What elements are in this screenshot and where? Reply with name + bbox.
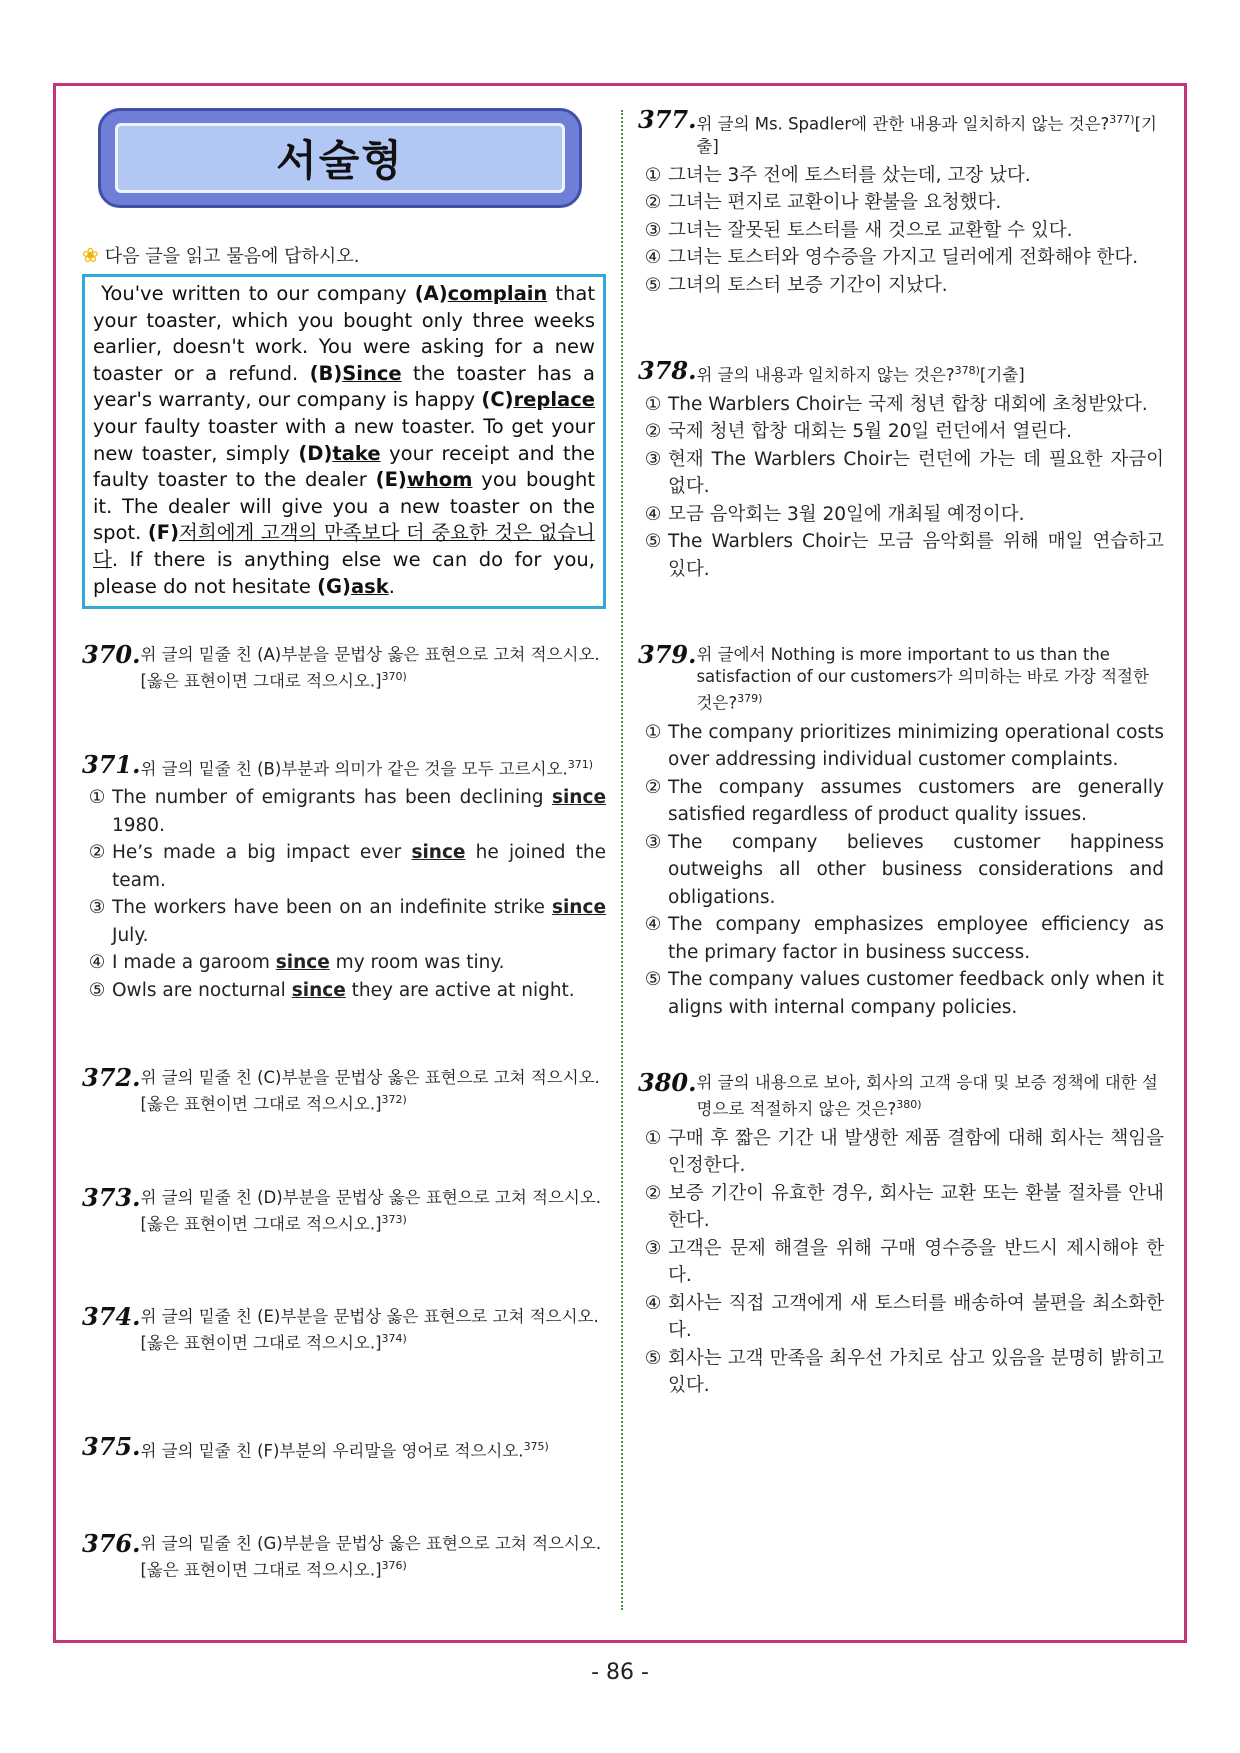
option: ① The number of emigrants has been declining since 1980. [88, 787, 606, 836]
section-banner [98, 108, 582, 208]
question-379: 379. 위 글에서 Nothing is more important to us than the satisfaction of our customers가 의미하는 바로 가장 적절한 것은?$^{379)}$ ① The company prioritizes minimizing operational costs over addressing individual customer complaints. ② The company assumes customers are generally satisfied regardless of product quality issues. ③ The company believes customer happiness outweighs all other business considerations and obligations. ④ The company emphasizes employee efficiency as the primary factor in business success. ⑤ The company values customer feedback only when it aligns with internal company policies. [638, 643, 1164, 1021]
question-374: 374. 위 글의 밑줄 친 (E)부분을 문법상 옳은 표현으로 고쳐 적으시오.[옳은 표현이면 그대로 적으시오.]$^{374)}$ [82, 1302, 599, 1353]
blank-C: replace [513, 388, 595, 412]
blank-G: ask [350, 574, 389, 598]
left-column [82, 108, 606, 1582]
instruction [82, 242, 606, 268]
option: ④ 회사는 직접 고객에게 새 토스터를 배송하여 불편을 최소화한다. [644, 1292, 1164, 1341]
option: ④ The company emphasizes employee efficiency as the primary factor in business success. [644, 914, 1164, 963]
option: ⑤ 회사는 고객 만족을 최우선 가치로 삼고 있음을 분명히 밝히고 있다. [644, 1347, 1164, 1396]
option: ③ 현재 The Warblers Choir는 런던에 가는 데 필요한 자금이 없다. [644, 448, 1164, 497]
option: ③ 그녀는 잘못된 토스터를 새 것으로 교환할 수 있다. [644, 219, 1073, 241]
option: ③ The workers have been on an indefinite strike since July. [88, 897, 606, 946]
option: ① The company prioritizes minimizing operational costs over addressing individual customer complaints. [644, 721, 1164, 770]
option: ③ 고객은 문제 해결을 위해 구매 영수증을 반드시 제시해야 한다. [644, 1237, 1164, 1286]
option: ① 그녀는 3주 전에 토스터를 샀는데, 고장 났다. [644, 164, 1031, 186]
option: ⑤ The Warblers Choir는 모금 음악회를 위해 매일 연습하고 있다. [644, 531, 1164, 580]
blank-E: whom [406, 468, 473, 492]
option: ② 그녀는 편지로 교환이나 환불을 요청했다. [644, 192, 1002, 213]
question-376: 376. 위 글의 밑줄 친 (G)부분을 문법상 옳은 표현으로 고쳐 적으시오. [옳은 표현이면 그대로 적으시오.]$^{376)}$ [82, 1529, 602, 1580]
option: ⑤ The company values customer feedback only when it aligns with internal company policies. [644, 969, 1164, 1018]
option: ② The company assumes customers are generally satisfied regardless of product quality issues. [644, 776, 1164, 825]
instruction-text: 다음 글을 읽고 물음에 답하시오. [104, 246, 360, 267]
option: ② He’s made a big impact ever since he joined the team. [88, 842, 606, 891]
option: ① The Warblers Choir는 국제 청년 합창 대회에 초청받았다. [644, 393, 1148, 415]
option: ③ The company believes customer happiness outweighs all other business considerations and obligations. [644, 831, 1164, 908]
question-377: 377. 위 글의 Ms. Spadler에 관한 내용과 일치하지 않는 것은?$^{377)}$[기출] ① 그녀는 3주 전에 토스터를 샀는데, 고장 났다. ② 그녀는 편지로 교환이나 환불을 요청했다. ③ 그녀는 잘못된 토스터를 새 것으로 교환할 수 있다. ④ 그녀는 토스터와 영수증을 가지고 딜러에게 전화해야 한다. ⑤ 그녀의 토스터 보증 기간이 지났다. [638, 108, 1164, 299]
question-380: 380. 위 글의 내용으로 보아, 회사의 고객 응대 및 보증 정책에 대한 설명으로 적절하지 않은 것은?$^{380)}$ ① 구매 후 짧은 기간 내 발생한 제품 결함에 대해 회사는 책임을 인정한다. ② 보증 기간이 유효한 경우, 회사는 교환 또는 환불 절차를 안내한다. ③ 고객은 문제 해결을 위해 구매 영수증을 반드시 제시해야 한다. ④ 회사는 직접 고객에게 새 토스터를 배송하여 불편을 최소화한다. ⑤ 회사는 고객 만족을 최우선 가치로 삼고 있음을 분명히 밝히고 있다. [638, 1071, 1164, 1400]
flower-icon: ❀ [82, 243, 99, 267]
question-378: 378. 위 글의 내용과 일치하지 않는 것은?$^{378)}$[기출] ① The Warblers Choir는 국제 청년 합창 대회에 초청받았다. ② 국제 청년 합창 대회는 5월 20일 런던에서 열린다. ③ 현재 The Warblers Choir는 런던에 가는 데 필요한 자금이 없다. ④ 모금 음악회는 3월 20일에 개최될 예정이다. ⑤ The Warblers Choir는 모금 음악회를 위해 매일 연습하고 있다. [638, 359, 1164, 583]
option: ⑤ Owls are nocturnal since they are active at night. [88, 979, 575, 1001]
blank-B: Since [342, 361, 402, 385]
section-title: 서술형 [115, 123, 565, 193]
option: ④ 모금 음악회는 3월 20일에 개최될 예정이다. [644, 503, 1025, 525]
option: ④ 그녀는 토스터와 영수증을 가지고 딜러에게 전화해야 한다. [644, 247, 1139, 268]
option: ④ I made a garoom since my room was tiny. [88, 952, 505, 974]
page-number: - 86 - [591, 1660, 649, 1685]
question-371: 371. 위 글의 밑줄 친 (B)부분과 의미가 같은 것을 모두 고르시오.$^{371)}$ ① The number of emigrants has been declining since 1980. ② He’s made a big impact ever since he joined the team. ③ The workers have been on an indefinite strike since July. ④ I made a garoom since my room was tiny. ⑤ Owls are nocturnal since they are active at night. [82, 753, 606, 1005]
question-375: 375. 위 글의 밑줄 친 (F)부분의 우리말을 영어로 적으시오.$^{375)}$ [82, 1431, 549, 1461]
blank-F: 저희에게 고객의 만족보다 더 중요한 것은 없습니다 [93, 521, 595, 571]
option: ⑤ 그녀의 토스터 보증 기간이 지났다. [644, 274, 948, 296]
right-column [638, 105, 1164, 1400]
question-373: 373. 위 글의 밑줄 친 (D)부분을 문법상 옳은 표현으로 고쳐 적으시오.[옳은 표현이면 그대로 적으시오.]$^{373)}$ [82, 1182, 602, 1234]
blank-D: take [332, 441, 381, 465]
option: ② 국제 청년 합창 대회는 5월 20일 런던에서 열린다. [644, 421, 1073, 442]
options-371 [82, 784, 606, 1004]
question-372: 372. 위 글의 밑줄 친 (C)부분을 문법상 옳은 표현으로 고쳐 적으시오. [옳은 표현이면 그대로 적으시오.]$^{372)}$ [82, 1063, 600, 1114]
question-370: 370. 위 글의 밑줄 친 (A)부분을 문법상 옳은 표현으로 고쳐 적으시오. [옳은 표현이면 그대로 적으시오.]$^{370)}$ [82, 640, 600, 691]
option: ② 보증 기간이 유효한 경우, 회사는 교환 또는 환불 절차를 안내한다. [644, 1182, 1164, 1231]
reading-passage: You've written to our company (A)complain that your toaster, which you bought only three weeks earlier, doesn't work. You were asking for a new toaster or a refund. (B)Since the toaster has a year's warranty, our company is happy (C)replace your faulty toaster with a new toaster. To get your new toaster, simply (D)take your receipt and the faulty toaster to the dealer (E)whom you bought it. The dealer will give you a new toaster on the spot. (F)저희에게 고객의 만족보다 더 중요한 것은 없습니다. If there is anything else we can do for you, please do not hesitate (G)ask. [82, 274, 606, 609]
blank-A: complain [447, 282, 548, 305]
option: ① 구매 후 짧은 기간 내 발생한 제품 결함에 대해 회사는 책임을 인정한다. [644, 1127, 1164, 1176]
column-divider [621, 110, 623, 1610]
